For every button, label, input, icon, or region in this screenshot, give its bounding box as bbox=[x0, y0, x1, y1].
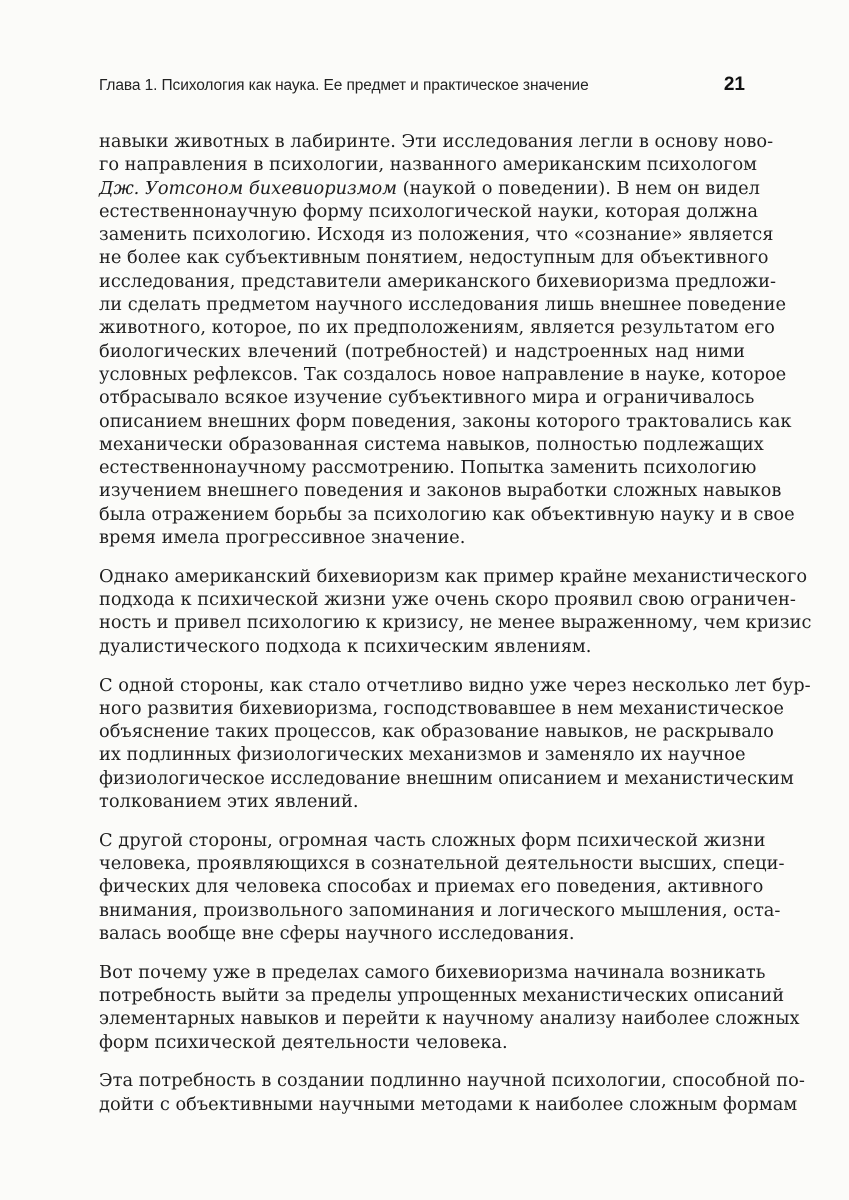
text-line: отбрасывало всякое изучение субъективного мира и ограничивалось bbox=[99, 387, 755, 409]
text-line-rest: (наукой о поведении). В нем он видел bbox=[396, 177, 760, 199]
text-line: естественнонаучному рассмотрению. Попытка заменить психологию bbox=[99, 457, 757, 479]
text-line: форм психической деятельности человека. bbox=[99, 1031, 508, 1053]
text-line: навыки животных в лабиринте. Эти исследования легли в основу ново- bbox=[99, 131, 774, 152]
text-line: внимания, произвольного запоминания и логического мышления, оста- bbox=[99, 899, 781, 921]
text-line: ного развития бихевиоризма, господствовавшее в нем механистическое bbox=[99, 697, 784, 719]
text-line: дуалистического подхода к психическим явлениям. bbox=[99, 635, 592, 657]
paragraph bbox=[99, 130, 795, 549]
text-line: валась вообще вне сферы научного исследования. bbox=[99, 923, 575, 944]
text-line: Эта потребность в создании подлинно научной психологии, способной по- bbox=[99, 1070, 805, 1092]
paragraph bbox=[99, 961, 800, 1054]
text-line bbox=[99, 177, 760, 200]
text-line: условных рефлексов. Так создалось новое направление в науке, которое bbox=[99, 363, 787, 385]
paragraph bbox=[99, 565, 812, 658]
paragraph bbox=[99, 829, 785, 945]
text-line: была отражением борьбы за психологию как объективную науку и в свое bbox=[99, 503, 795, 525]
text-line: животного, которое, по их предположениям, является результатом его bbox=[99, 317, 775, 339]
page-number: 21 bbox=[723, 74, 745, 95]
running-title: Глава 1. Психология как наука. Ее предмет и практическое значение bbox=[99, 77, 589, 94]
text-line: ность и привел психологию к кризису, не менее выраженному, чем кризис bbox=[99, 612, 812, 634]
text-line: физиологическое исследование внешним описанием и механистическим bbox=[99, 767, 794, 789]
text-line: подхода к психической жизни уже очень скоро проявил свою ограничен- bbox=[99, 589, 796, 611]
emphasis-term: Дж. Уотсоном бихевиоризмом bbox=[99, 177, 397, 199]
paragraph bbox=[99, 674, 811, 814]
text-line: механически образованная система навыков, полностью подлежащих bbox=[99, 433, 764, 455]
text-line: фических для человека способах и приемах его поведения, активного bbox=[99, 876, 764, 898]
text-line: человека, проявляющихся в сознательной деятельности высших, специ- bbox=[99, 853, 785, 875]
text-line: их подлинных физиологических механизмов и заменяло их научное bbox=[99, 744, 746, 766]
text-line: толкованием этих явлений. bbox=[99, 791, 359, 813]
text-line: не более как субъективным понятием, недоступным для объективного bbox=[99, 247, 769, 269]
text-line: элементарных навыков и перейти к научному анализу наиболее сложных bbox=[99, 1008, 800, 1030]
text-line: Однако американский бихевиоризм как пример крайне механистического bbox=[99, 565, 808, 587]
text-line: описанием внешних форм поведения, законы которого трактовались как bbox=[99, 410, 792, 432]
text-line: ли сделать предметом научного исследования лишь внешнее поведение bbox=[99, 294, 786, 316]
text-line: биологических влечений (потребностей) и надстроенных над ними bbox=[99, 340, 745, 362]
text-line: потребность выйти за пределы упрощенных механистических описаний bbox=[99, 985, 785, 1007]
text-line: С другой стороны, огромная часть сложных форм психической жизни bbox=[99, 829, 766, 851]
text-line: Вот почему уже в пределах самого бихевиоризма начинала возникать bbox=[99, 961, 766, 983]
text-line: объяснение таких процессов, как образование навыков, не раскрывало bbox=[99, 721, 774, 743]
body-text bbox=[99, 130, 812, 1116]
text-line: С одной стороны, как стало отчетливо видно уже через несколько лет бур- bbox=[99, 674, 811, 696]
text-line: исследования, представители американского бихевиоризма предложи- bbox=[99, 270, 777, 292]
text-line: время имела прогрессивное значение. bbox=[99, 527, 466, 549]
text-line: дойти с объективными научными методами к наиболее сложным формам bbox=[99, 1093, 798, 1115]
text-line: го направления в психологии, названного американским психологом bbox=[99, 154, 757, 176]
text-line: изучением внешнего поведения и законов выработки сложных навыков bbox=[99, 480, 782, 502]
text-line: естественнонаучную форму психологической науки, которая должна bbox=[99, 200, 758, 222]
paragraph bbox=[99, 1069, 805, 1116]
text-line: заменить психологию. Исходя из положения, что «сознание» является bbox=[99, 224, 774, 246]
running-head bbox=[99, 74, 745, 96]
